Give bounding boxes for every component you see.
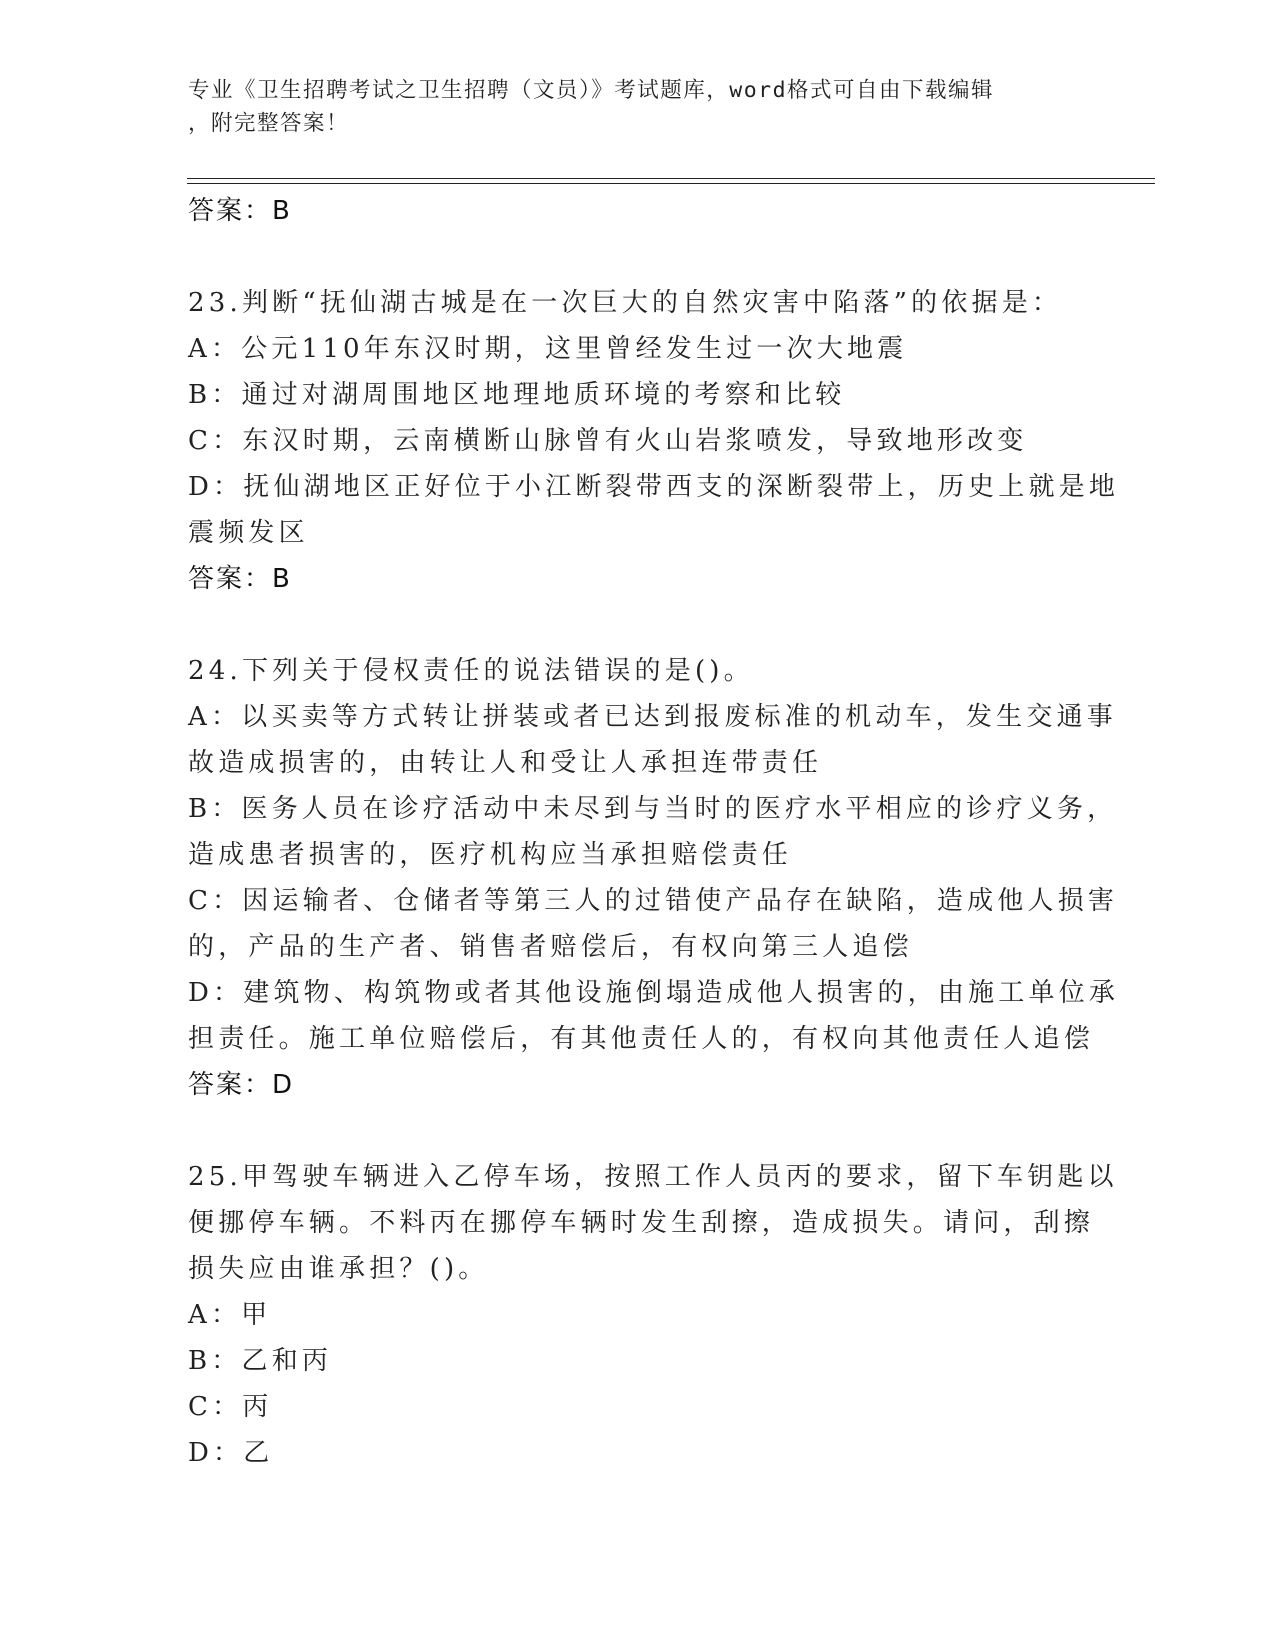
header-line-2: ，附完整答案！ bbox=[188, 111, 350, 136]
spacer bbox=[188, 234, 1088, 280]
option-c: C：因运输者、仓储者等第三人的过错使产品存在缺陷，造成他人损害 bbox=[188, 886, 1119, 916]
option-a: A：公元110年东汉时期，这里曾经发生过一次大地震 bbox=[188, 334, 908, 364]
answer: 答案：B bbox=[188, 564, 292, 594]
question-24 bbox=[188, 648, 1120, 1108]
option-d: D：乙 bbox=[188, 1438, 274, 1468]
question-23 bbox=[188, 280, 1120, 602]
answer-previous: 答案：B bbox=[188, 196, 292, 226]
question-stem-continued: 便挪停车辆。不料丙在挪停车辆时发生刮擦，造成损失。请问，刮擦 bbox=[188, 1208, 1095, 1238]
header-divider-top bbox=[187, 178, 1155, 179]
question-stem: 24.下列关于侵权责任的说法错误的是()。 bbox=[188, 656, 754, 686]
header-line-1: 专业《卫生招聘考试之卫生招聘（文员）》考试题库，word格式可自由下载编辑 bbox=[188, 78, 995, 103]
answer: 答案：D bbox=[188, 1070, 295, 1100]
option-a-continued: 故造成损害的，由转让人和受让人承担连带责任 bbox=[188, 748, 823, 778]
question-stem: 25.甲驾驶车辆进入乙停车场，按照工作人员丙的要求，留下车钥匙以 bbox=[188, 1162, 1118, 1192]
option-d: D：建筑物、构筑物或者其他设施倒塌造成他人损害的，由施工单位承 bbox=[188, 978, 1120, 1008]
option-b: B：通过对湖周围地区地理地质环境的考察和比较 bbox=[188, 380, 846, 410]
page-header bbox=[188, 74, 1068, 140]
spacer bbox=[188, 602, 1088, 648]
option-b-continued: 造成患者损害的，医疗机构应当承担赔偿责任 bbox=[188, 840, 793, 870]
question-list bbox=[188, 188, 1120, 1476]
question-25 bbox=[188, 1154, 1118, 1476]
question-stem: 23.判断“抚仙湖古城是在一次巨大的自然灾害中陷落”的依据是： bbox=[188, 288, 1063, 318]
option-b: B：乙和丙 bbox=[188, 1346, 333, 1376]
option-a: A：以买卖等方式转让拼装或者已达到报废标准的机动车，发生交通事 bbox=[188, 702, 1117, 732]
header-divider-bottom bbox=[187, 183, 1155, 184]
option-c: C：丙 bbox=[188, 1392, 273, 1422]
option-a: A：甲 bbox=[188, 1300, 272, 1330]
option-c: C：东汉时期，云南横断山脉曾有火山岩浆喷发，导致地形改变 bbox=[188, 426, 1028, 456]
option-d: D：抚仙湖地区正好位于小江断裂带西支的深断裂带上，历史上就是地 bbox=[188, 472, 1120, 502]
option-b: B：医务人员在诊疗活动中未尽到与当时的医疗水平相应的诊疗义务， bbox=[188, 794, 1118, 824]
option-c-continued: 的，产品的生产者、销售者赔偿后，有权向第三人追偿 bbox=[188, 932, 913, 962]
option-d-continued: 震频发区 bbox=[188, 518, 309, 548]
question-stem-continued: 损失应由谁承担？()。 bbox=[188, 1254, 489, 1284]
option-d-continued: 担责任。施工单位赔偿后，有其他责任人的，有权向其他责任人追偿 bbox=[188, 1024, 1095, 1054]
spacer bbox=[188, 1108, 1088, 1154]
